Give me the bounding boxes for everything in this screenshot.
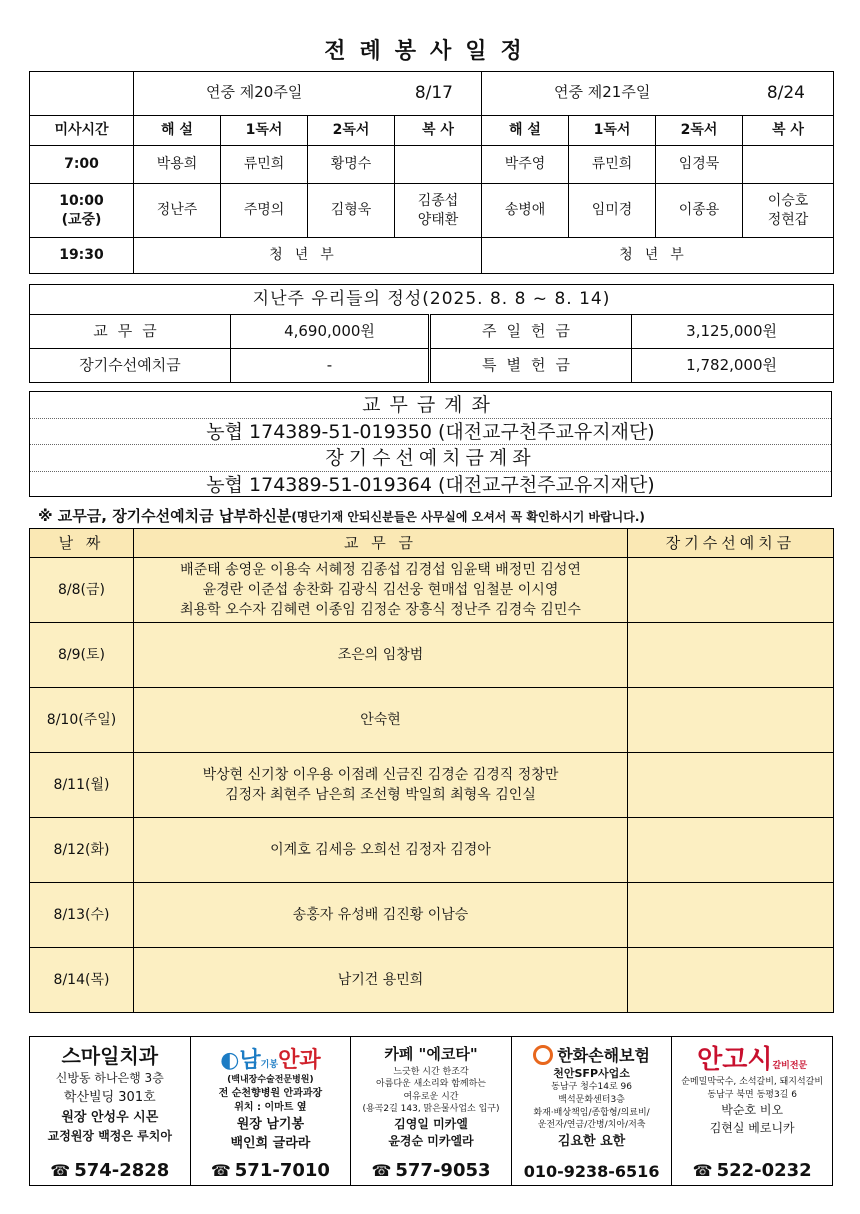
table-row (30, 883, 834, 948)
mass-time: 19:30 (30, 238, 134, 274)
ad-text: 느긋한 시간 한조각 (393, 1066, 469, 1077)
server-name: 박주영 (482, 146, 569, 184)
payment-table (29, 528, 834, 1013)
server-name: 김종섭 양태환 (395, 184, 482, 238)
ad-text: (용곡2길 143, 맑은물사업소 입구) (362, 1104, 500, 1115)
week-header-2: 연중 제21주일 8/24 (482, 72, 834, 116)
role-header: 2독서 (656, 116, 743, 146)
ad-text: 학산빌딩 301호 (63, 1089, 156, 1105)
ad-text: 전 순천향병원 안과과장 (218, 1087, 323, 1099)
ad-insurance (512, 1037, 673, 1185)
role-header: 1독서 (221, 116, 308, 146)
ad-text: (백내장수술전문병원) (227, 1075, 314, 1085)
pay-date: 8/9(토) (30, 623, 134, 688)
ad-owner: 교정원장 백정은 루치아 (47, 1129, 172, 1144)
ad-text: 백석문화센터3층 (558, 1094, 625, 1105)
pay-names: 이계호 김세응 오희선 김정자 김경아 (134, 818, 628, 883)
ad-restaurant (672, 1037, 832, 1185)
server-name: 류민희 (569, 146, 656, 184)
offering-table (29, 284, 834, 383)
bank-accounts (29, 391, 832, 497)
pay-names: 남기건 용민희 (134, 948, 628, 1013)
time-header: 미사시간 (30, 116, 134, 146)
empty-corner (30, 72, 134, 116)
ad-owner: 윤경순 미카엘라 (388, 1134, 474, 1149)
ad-phone: ☎ 571-7010 (210, 1160, 330, 1181)
account-title: 장기수선예치금계좌 (30, 445, 831, 472)
pay-deposit (628, 883, 834, 948)
phone-icon: ☎ (50, 1161, 71, 1180)
ad-smile-dental (30, 1037, 191, 1185)
server-name: 임미경 (569, 184, 656, 238)
offering-caption: 지난주 우리들의 정성(2025. 8. 8 ~ 8. 14) (30, 285, 834, 315)
ad-phone: ☎ 522-0232 (692, 1160, 812, 1181)
ad-name: 한화손해보험 (512, 1043, 672, 1066)
server-name: 임경묵 (656, 146, 743, 184)
ad-text: 신방동 하나은행 3층 (55, 1071, 164, 1085)
youth-group: 청년부 (134, 238, 482, 274)
ad-owner: 백인희 글라라 (230, 1136, 311, 1152)
pay-deposit (628, 623, 834, 688)
server-name: 박용희 (134, 146, 221, 184)
ad-text: 천안SFP사업소 (553, 1067, 630, 1080)
table-row (30, 558, 834, 623)
pay-deposit (628, 558, 834, 623)
pay-names: 송홍자 유성배 김진황 이남승 (134, 883, 628, 948)
server-name: 황명수 (308, 146, 395, 184)
server-name: 이종용 (656, 184, 743, 238)
table-row (30, 753, 834, 818)
role-header: 1독서 (569, 116, 656, 146)
liturgy-schedule-table (29, 71, 834, 274)
role-header: 해 설 (482, 116, 569, 146)
server-name: 정난주 (134, 184, 221, 238)
ad-text: 동남구 청수14로 96 (551, 1082, 632, 1093)
phone-icon: ☎ (210, 1161, 231, 1180)
offering-label: 장기수선예치금 (30, 349, 231, 383)
ad-owner: 박순호 비오 (721, 1103, 784, 1118)
offering-label: 주일헌금 (430, 315, 632, 349)
ad-phone: ☎ 577-9053 (371, 1160, 491, 1181)
ad-text: 순메밀막국수, 소석갈비, 돼지석갈비 (681, 1077, 824, 1088)
server-name: 주명의 (221, 184, 308, 238)
table-row (30, 688, 834, 753)
offering-label: 특별헌금 (430, 349, 632, 383)
offering-value: 4,690,000원 (231, 315, 430, 349)
ad-text: 위치 : 이마트 옆 (234, 1101, 307, 1113)
pay-deposit (628, 818, 834, 883)
hanwha-logo-icon (533, 1045, 553, 1065)
ad-phone: 010-9238-6516 (523, 1162, 660, 1181)
pay-deposit (628, 753, 834, 818)
table-row (30, 623, 834, 688)
pay-names: 박상현 신기창 이우용 이점례 신금진 김경순 김경직 정창만 김정자 최현주 남은희 조선형 박일희 최형옥 김인실 (134, 753, 628, 818)
pay-date: 8/8(금) (30, 558, 134, 623)
pay-date: 8/10(주일) (30, 688, 134, 753)
ad-eye-clinic (191, 1037, 352, 1185)
pay-date: 8/13(수) (30, 883, 134, 948)
offering-label: 교무금 (30, 315, 231, 349)
ad-name: ◐남기봉안과 (220, 1048, 321, 1073)
ad-text: 아름다운 새소리와 함께하는 (375, 1079, 487, 1090)
pay-deposit (628, 688, 834, 753)
offering-value: 1,782,000원 (632, 349, 834, 383)
account-number: 농협 174389-51-019350 (대전교구천주교유지재단) (30, 419, 831, 446)
phone-icon: ☎ (371, 1161, 392, 1180)
pay-date: 8/14(목) (30, 948, 134, 1013)
ad-cafe (351, 1037, 512, 1185)
pay-header-date: 날 짜 (30, 529, 134, 558)
week-header-1: 연중 제20주일 8/17 (134, 72, 482, 116)
role-header: 복 사 (743, 116, 834, 146)
ad-phone: ☎ 574-2828 (50, 1160, 170, 1181)
pay-date: 8/11(월) (30, 753, 134, 818)
pay-names: 조은의 임창범 (134, 623, 628, 688)
ad-name: 카페 "에코타" (384, 1045, 478, 1063)
server-name: 송병애 (482, 184, 569, 238)
pay-deposit (628, 948, 834, 1013)
ad-owner: 김영일 미카엘 (394, 1116, 468, 1131)
account-title: 교무금계좌 (30, 392, 831, 419)
server-name (743, 146, 834, 184)
table-row (30, 948, 834, 1013)
pay-header-dues: 교 무 금 (134, 529, 628, 558)
offering-value: 3,125,000원 (632, 315, 834, 349)
server-name (395, 146, 482, 184)
account-number: 농협 174389-51-019364 (대전교구천주교유지재단) (206, 473, 655, 496)
ad-name: 안고시갈비전문 (697, 1045, 808, 1075)
ad-owner: 김요한 요한 (557, 1133, 626, 1149)
pay-date: 8/12(화) (30, 818, 134, 883)
role-header: 2독서 (308, 116, 395, 146)
server-name: 류민희 (221, 146, 308, 184)
mass-time: 10:00 (교중) (30, 184, 134, 238)
ad-owner: 원장 남기봉 (236, 1116, 305, 1132)
offering-value: - (231, 349, 430, 383)
youth-group: 청년부 (482, 238, 834, 274)
table-row (30, 818, 834, 883)
server-name: 김형욱 (308, 184, 395, 238)
mass-time: 7:00 (30, 146, 134, 184)
role-header: 해 설 (134, 116, 221, 146)
page-title: 전례봉사일정 (324, 39, 536, 64)
eye-logo-icon: ◐ (220, 1048, 240, 1073)
pay-header-deposit: 장기수선예치금 (628, 529, 834, 558)
sponsor-ads (29, 1036, 833, 1186)
phone-icon: ☎ (692, 1161, 713, 1180)
ad-text: 여유로운 시간 (403, 1091, 459, 1102)
ad-text: 동남구 북면 동평3길 6 (707, 1089, 797, 1100)
ad-owner: 김현실 베로니카 (709, 1121, 795, 1136)
pay-names: 배준태 송영운 이용숙 서혜정 김종섭 김경섭 임윤택 배정민 김성연 윤경란 이준섭 송찬화 김광식 김선웅 현매섭 임철분 이시영 최용학 오수자 김혜련 이종임 김정순 장흥식 정난주 김경숙 김민수 (134, 558, 628, 623)
ad-text: 운전자/연금/간병/치아/저축 (537, 1120, 646, 1131)
ad-owner: 원장 안성우 시몬 (61, 1109, 159, 1125)
role-header: 복 사 (395, 116, 482, 146)
ad-text: 화재·배상책임/종합형/의료비/ (533, 1107, 650, 1118)
ad-name: 스마일치과 (61, 1044, 159, 1068)
payment-notice: ※ 교무금, 장기수선예치금 납부하신분(명단기재 안되신분들은 사무실에 오셔서 꼭 확인하시기 바랍니다.) (38, 507, 645, 525)
pay-names: 안숙현 (134, 688, 628, 753)
server-name: 이승호 정현갑 (743, 184, 834, 238)
